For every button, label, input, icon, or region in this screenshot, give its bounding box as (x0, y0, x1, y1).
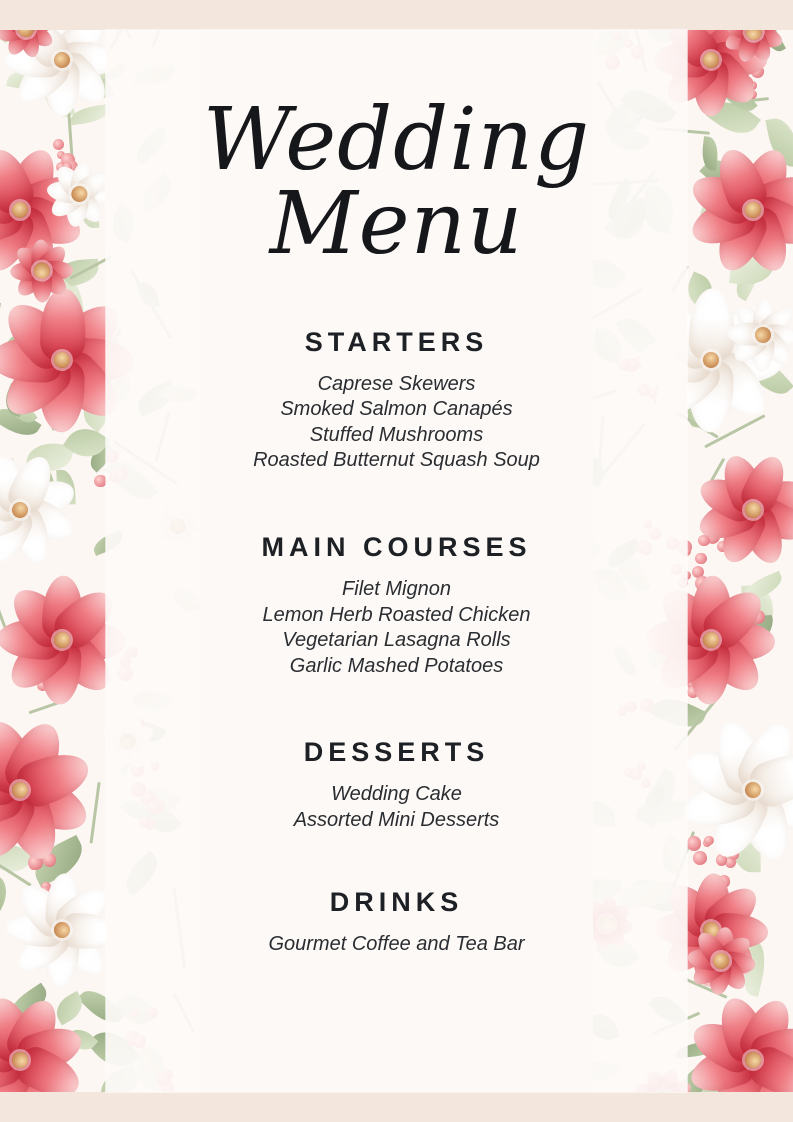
menu-item: Roasted Butternut Squash Soup (253, 449, 540, 472)
menu-item: Gourmet Coffee and Tea Bar (268, 933, 525, 956)
menu-card (106, 30, 687, 1092)
menu-item: Lemon Herb Roasted Chicken (262, 603, 531, 626)
menu-item: Stuffed Mushrooms (309, 423, 484, 446)
red-flower-icon (677, 434, 793, 586)
menu-item: Vegetarian Lasagna Rolls (282, 629, 511, 652)
page-title (106, 30, 687, 275)
top-border-strip (0, 0, 793, 30)
menu-item: Filet Mignon (342, 577, 451, 600)
berry-icon (53, 139, 64, 150)
menu-item: Garlic Mashed Potatoes (289, 654, 504, 677)
section-title-drinks: DRINKS (329, 887, 464, 918)
menu-item: Assorted Mini Desserts (293, 808, 500, 831)
berry-icon (94, 475, 106, 487)
flower-center (703, 52, 719, 68)
section-title-starters: STARTERS (304, 326, 489, 357)
section-title-main-courses: MAIN COURSES (261, 531, 532, 562)
bottom-border-strip (0, 1092, 793, 1122)
title-line-2: Menu (269, 174, 524, 275)
berry-icon (695, 553, 707, 565)
menu-item: Wedding Cake (331, 783, 462, 806)
section-starters (106, 327, 687, 474)
section-title-desserts: DESSERTS (303, 737, 490, 768)
section-drinks (106, 887, 687, 958)
title-line-1: Wedding (202, 90, 591, 190)
red-flower-icon (682, 922, 761, 1001)
white-flower-icon (0, 434, 96, 586)
section-main-courses (106, 532, 687, 679)
menu-item: Smoked Salmon Canapés (280, 398, 513, 421)
menu-item: Caprese Skewers (317, 372, 476, 395)
flower-center (54, 52, 70, 68)
section-desserts (106, 737, 687, 833)
